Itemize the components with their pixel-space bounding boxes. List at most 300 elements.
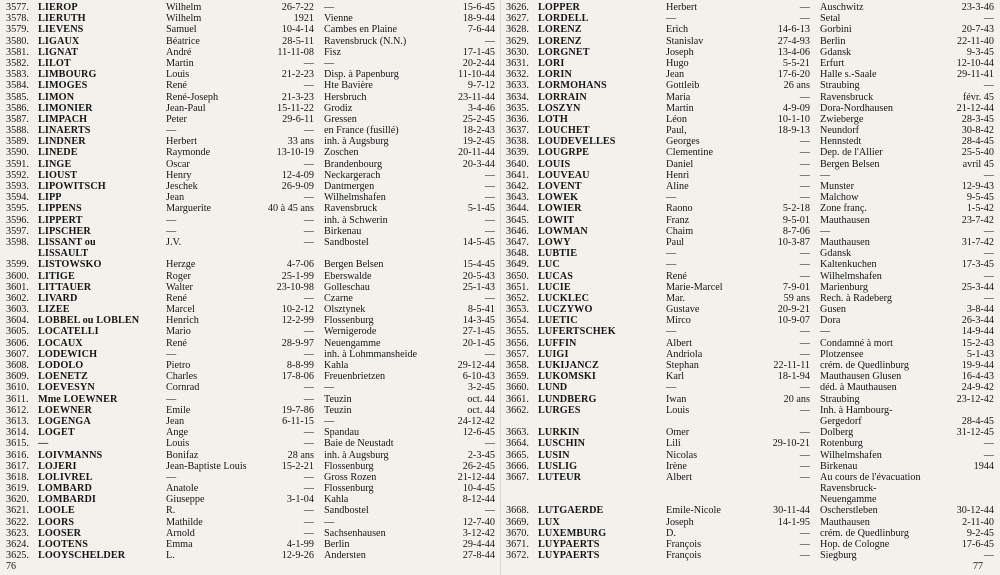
place: Kaltenkuchen	[820, 259, 877, 271]
first-name: Andriola	[666, 348, 703, 360]
place: Hop. de Cologne	[820, 539, 890, 550]
surname: LUSLIG	[538, 460, 578, 472]
death-date: févr. 45	[962, 91, 994, 103]
surname: LUFFIN	[538, 337, 577, 349]
entry-number: 3628.	[506, 24, 529, 36]
birth-date: 21-2-23	[281, 69, 314, 81]
death-date: 25-2-45	[462, 113, 495, 125]
birth-date: 5-2-18	[782, 203, 810, 215]
surname: LOWIT	[538, 214, 575, 226]
first-name: Nicolas	[666, 449, 698, 461]
register-row	[6, 282, 498, 293]
surname: LUYPAERTS	[538, 550, 600, 562]
death-date: —	[983, 80, 994, 92]
place: Rotenburg	[820, 438, 863, 450]
place: Kahla	[324, 360, 349, 371]
first-name: Ange	[166, 427, 189, 439]
surname: LIMONIER	[38, 102, 93, 114]
death-date: 9-5-45	[966, 192, 994, 204]
place: Gdansk	[820, 46, 852, 58]
surname: LITIGE	[38, 270, 75, 282]
first-name: Joseph	[666, 46, 694, 58]
register-row	[506, 226, 996, 237]
death-date: —	[484, 348, 495, 360]
death-date: 27-1-45	[462, 326, 495, 338]
birth-date: 21-3-23	[281, 91, 314, 103]
birth-date: —	[799, 471, 810, 483]
entry-number: 3661.	[506, 393, 529, 405]
entry-number: 3649.	[506, 259, 529, 271]
first-name: Pietro	[166, 360, 191, 371]
first-name: Paul	[666, 236, 685, 248]
entry-number: 3615.	[6, 438, 29, 450]
death-date: 17-1-45	[462, 46, 495, 58]
register-row	[6, 405, 498, 416]
first-name: —	[666, 13, 677, 25]
place: Dolberg	[820, 427, 854, 439]
entry-number: 3600.	[6, 270, 29, 282]
first-name: —	[666, 382, 677, 394]
place: Oscherstleben	[820, 505, 878, 517]
place: Andersten	[324, 550, 366, 562]
death-date: 5-1-43	[966, 348, 994, 360]
place: Neundorf	[820, 125, 860, 137]
birth-date: —	[799, 147, 810, 159]
death-date: —	[983, 292, 994, 304]
entry-number: 3636.	[506, 113, 529, 125]
surname: LODOLO	[38, 360, 84, 371]
surname: LOGENGA	[38, 415, 91, 427]
register-row	[6, 416, 498, 427]
death-date: 2-3-45	[467, 449, 495, 461]
birth-date: 12-9-26	[281, 550, 314, 562]
death-date: oct. 44	[467, 393, 495, 405]
register-row	[6, 505, 498, 516]
birth-date: 13-4-06	[777, 46, 810, 58]
register-row	[6, 271, 498, 282]
surname: —	[38, 438, 49, 450]
place: Straubing	[820, 393, 860, 405]
death-date: —	[484, 505, 495, 517]
death-date: —	[484, 192, 495, 204]
birth-date: 26-7-22	[281, 2, 314, 13]
first-name: —	[666, 248, 677, 260]
register-row	[6, 248, 498, 259]
register-row	[506, 293, 996, 304]
entry-number: 3578.	[6, 13, 29, 25]
register-row	[506, 517, 996, 528]
surname: LUFERTSCHEK	[538, 326, 616, 338]
first-name: Daniel	[666, 158, 694, 170]
register-row	[506, 248, 996, 259]
entry-number: 3591.	[6, 158, 29, 170]
surname: LUCIE	[538, 281, 571, 293]
death-date: 20-11-44	[458, 147, 495, 159]
surname: LUYPAERTS	[538, 539, 600, 550]
birth-date: 1921	[293, 13, 314, 25]
register-row	[6, 170, 498, 181]
entry-number: 3589.	[6, 136, 29, 148]
death-date: 31-7-42	[961, 236, 994, 248]
birth-date: 28-9-97	[281, 337, 314, 349]
death-date: 20-5-43	[462, 270, 495, 282]
death-date: 16-4-43	[961, 371, 994, 383]
register-row	[506, 405, 996, 416]
death-date: 9-2-45	[966, 527, 994, 539]
place: Sandbostel	[324, 505, 369, 517]
surname: LOUGRPE	[538, 147, 590, 159]
surname: LUCKLEC	[538, 292, 590, 304]
death-date: —	[983, 248, 994, 260]
entry-number: 3670.	[506, 527, 529, 539]
surname: LIMON	[38, 91, 75, 103]
register-row	[506, 394, 996, 405]
place: —	[324, 415, 335, 427]
surname: LORDELL	[538, 13, 589, 25]
entry-number: 3616.	[6, 449, 29, 461]
first-name: Jean-Paul	[166, 102, 206, 114]
first-name: Iwan	[666, 393, 687, 405]
register-row	[6, 103, 498, 114]
place: Rech. à Radeberg	[820, 292, 892, 304]
birth-date: —	[799, 382, 810, 394]
entry-number: 3617.	[6, 460, 29, 472]
birth-date: —	[303, 225, 314, 237]
birth-date: 29-10-21	[772, 438, 810, 450]
death-date: 20-3-44	[462, 158, 495, 170]
birth-date: 4-1-99	[286, 539, 314, 550]
first-name: Roger	[166, 270, 191, 282]
register-row	[6, 69, 498, 80]
place: Flossenburg	[324, 315, 374, 327]
entry-number: 3596.	[6, 214, 29, 226]
page-number-right: 77	[973, 561, 983, 572]
surname: LOCAUX	[38, 337, 83, 349]
entry-number: 3645.	[506, 214, 529, 226]
first-name: Léon	[666, 113, 687, 125]
first-name: Omer	[666, 427, 690, 439]
surname: LOOSER	[38, 527, 82, 539]
place: Mauthausen Glusen	[820, 371, 902, 383]
first-name: Anatole	[166, 483, 199, 495]
birth-date: —	[799, 527, 810, 539]
surname: LOVENT	[538, 181, 582, 192]
place: —	[324, 516, 335, 528]
place: Gergedorf	[820, 415, 862, 427]
death-date: 24-9-42	[961, 382, 994, 394]
surname: LOEVESYN	[38, 382, 95, 394]
birth-date: —	[303, 125, 314, 137]
surname: LOOLE	[38, 505, 75, 517]
register-row	[506, 125, 996, 136]
birth-date: —	[303, 527, 314, 539]
birth-date: 7-9-01	[782, 281, 810, 293]
death-date: 21-12-44	[956, 102, 994, 114]
place: Mauthausen	[820, 516, 870, 528]
entry-number: 3630.	[506, 46, 529, 58]
register-row	[506, 159, 996, 170]
birth-date: 30-11-44	[773, 505, 810, 517]
place: Birkenau	[820, 460, 858, 472]
place: Ravensbruck-	[820, 483, 877, 495]
place: Hersbruch	[324, 91, 367, 103]
entry-number: 3626.	[506, 2, 529, 13]
birth-date: 15-2-21	[281, 460, 314, 472]
surname: LOLIVREL	[38, 471, 93, 483]
first-name: Mathilde	[166, 516, 203, 528]
entry-number: 3635.	[506, 102, 529, 114]
entry-number: 3607.	[6, 348, 29, 360]
entry-number: 3612.	[6, 404, 29, 416]
first-name: R.	[166, 505, 176, 517]
first-name: Wilhelm	[166, 2, 202, 13]
place: Flossenburg	[324, 460, 374, 472]
entry-number: 3582.	[6, 57, 29, 69]
first-name: Louis	[666, 404, 690, 416]
first-name: Raono	[666, 203, 693, 215]
first-name: Chaim	[666, 225, 694, 237]
surname: LOUIS	[538, 158, 571, 170]
register-row	[6, 472, 498, 483]
death-date: 14-9-44	[961, 326, 994, 338]
death-date: —	[983, 225, 994, 237]
place: —	[820, 225, 831, 237]
register-row	[506, 360, 996, 371]
entry-number: 3597.	[6, 225, 29, 237]
place: —	[820, 169, 831, 181]
surname: LOMBARD	[38, 483, 92, 495]
surname: LIGNAT	[38, 46, 79, 58]
death-date: —	[484, 35, 495, 47]
entry-number: 3610.	[6, 382, 29, 394]
register-row	[506, 438, 996, 449]
birth-date: 17-8-06	[281, 371, 314, 383]
register-row	[506, 259, 996, 270]
first-name: Henri	[666, 169, 690, 181]
entry-number: 3579.	[6, 24, 29, 36]
place: Vienne	[324, 13, 353, 25]
register-row	[6, 237, 498, 248]
register-row	[506, 282, 996, 293]
register-row	[506, 47, 996, 58]
surname: LUNDBERG	[538, 393, 597, 405]
surname: LUIGI	[538, 348, 569, 360]
register-row	[6, 36, 498, 47]
first-name: —	[666, 326, 677, 338]
surname: LOCATELLI	[38, 326, 99, 338]
place: en France (fusillé)	[324, 125, 399, 137]
entry-number: 3599.	[6, 259, 29, 271]
entry-number: 3653.	[506, 304, 529, 316]
birth-date: 29-6-11	[282, 113, 314, 125]
place: Neuengamme	[324, 337, 381, 349]
surname: LOSZYN	[538, 102, 581, 114]
death-date: 26-3-44	[961, 315, 994, 327]
place: Mauthausen	[820, 236, 870, 248]
birth-date: —	[799, 550, 810, 562]
first-name: Hugo	[666, 57, 689, 69]
death-date: 5-1-45	[467, 203, 495, 215]
surname: LISSANT ou	[38, 236, 96, 248]
place: Olsztynek	[324, 304, 366, 316]
entry-number: 3631.	[506, 57, 529, 69]
place: Zone franç.	[820, 203, 867, 215]
register-row	[6, 226, 498, 237]
place: Cambes en Plaine	[324, 24, 397, 36]
death-date: 19-9-44	[961, 360, 994, 371]
birth-date: 6-11-15	[282, 415, 314, 427]
death-date: 23-11-44	[458, 91, 495, 103]
birth-date: —	[303, 236, 314, 248]
entry-number: 3632.	[506, 69, 529, 81]
death-date: 11-10-44	[458, 69, 495, 81]
birth-date: 22-11-11	[773, 360, 810, 371]
entry-number: 3640.	[506, 158, 529, 170]
surname: LUC	[538, 259, 560, 271]
birth-date: —	[799, 460, 810, 472]
first-name: Jeschek	[166, 181, 198, 192]
birth-date: —	[799, 404, 810, 416]
surname: LOWMAN	[538, 225, 588, 237]
place: Dora	[820, 315, 841, 327]
place: Auschwitz	[820, 2, 864, 13]
surname: LUKOMSKI	[538, 371, 596, 383]
death-date: 18-9-44	[462, 13, 495, 25]
first-name: Raymonde	[166, 147, 211, 159]
death-date: 15-2-43	[961, 337, 994, 349]
death-date: 14-3-45	[462, 315, 495, 327]
first-name: —	[166, 393, 177, 405]
first-name: L.	[166, 550, 175, 562]
first-name: Herbert	[666, 2, 698, 13]
birth-date: 4-9-09	[782, 102, 810, 114]
entry-number: 3659.	[506, 371, 529, 383]
register-row	[506, 237, 996, 248]
birth-date: —	[303, 348, 314, 360]
first-name: André	[166, 46, 192, 58]
first-name: —	[166, 225, 177, 237]
place: Plotzensee	[820, 348, 864, 360]
place: crém. de Quedlinburg	[820, 527, 909, 539]
first-name: D.	[666, 527, 676, 539]
entry-number: 3621.	[6, 505, 29, 517]
surname: LIPPENS	[38, 203, 82, 215]
register-row	[506, 427, 996, 438]
death-date: 17-3-45	[961, 259, 994, 271]
entry-number: 3666.	[506, 460, 529, 472]
first-name: Georges	[666, 136, 700, 148]
first-name: Arnold	[166, 527, 195, 539]
entry-number: 3644.	[506, 203, 529, 215]
birth-date: 14-1-95	[777, 516, 810, 528]
birth-date: 19-7-86	[281, 404, 314, 416]
place: Spandau	[324, 427, 360, 439]
register-row	[506, 36, 996, 47]
entry-number: 3622.	[6, 516, 29, 528]
entry-number: 3637.	[506, 125, 529, 137]
place: Sandbostel	[324, 236, 369, 248]
register-row	[506, 203, 996, 214]
surname: LIMPACH	[38, 113, 88, 125]
birth-date: 27-4-93	[777, 35, 810, 47]
place: Halle s.-Saale	[820, 69, 877, 81]
surname: LORMOHANS	[538, 80, 607, 92]
register-row	[6, 394, 498, 405]
first-name: Aline	[666, 181, 689, 192]
surname: LOOTENS	[38, 539, 88, 550]
death-date: 23-12-42	[956, 393, 994, 405]
birth-date: —	[303, 214, 314, 226]
death-date: 26-2-45	[462, 460, 495, 472]
surname: LUND	[538, 382, 568, 394]
death-date: —	[484, 438, 495, 450]
birth-date: —	[303, 438, 314, 450]
birth-date: —	[799, 136, 810, 148]
entry-number: 3581.	[6, 46, 29, 58]
entry-number: 3660.	[506, 382, 529, 394]
register-row	[6, 349, 498, 360]
register-row	[506, 58, 996, 69]
first-name: Giuseppe	[166, 494, 205, 506]
entry-number: 3614.	[6, 427, 29, 439]
birth-date: 4-7-06	[286, 259, 314, 271]
register-row	[6, 382, 498, 393]
death-date: 23-7-42	[961, 214, 994, 226]
place: Berlin	[324, 539, 350, 550]
entry-number: 3601.	[6, 281, 29, 293]
register-row	[6, 360, 498, 371]
first-name: René	[166, 80, 187, 92]
place: inh. à Schwerin	[324, 214, 388, 226]
surname: LINAERTS	[38, 125, 91, 137]
place: inh. à Lohmmansheide	[324, 348, 418, 360]
register-row	[6, 539, 498, 550]
place: Gusen	[820, 304, 847, 316]
place: Wernigerode	[324, 326, 377, 338]
register-row	[6, 494, 498, 505]
register-row	[506, 215, 996, 226]
entry-number: 3608.	[6, 360, 29, 371]
first-name: J.V.	[166, 236, 182, 248]
death-date: 30-12-44	[956, 505, 994, 517]
entry-number: 3585.	[6, 91, 29, 103]
entry-number: 3633.	[506, 80, 529, 92]
place: Hte Bavière	[324, 80, 373, 92]
register-row	[506, 147, 996, 158]
place: Teuzin	[324, 404, 352, 416]
birth-date: —	[303, 158, 314, 170]
entry-number: 3651.	[506, 281, 529, 293]
birth-date: 8-7-06	[782, 225, 810, 237]
place: Fisz	[324, 46, 341, 58]
birth-date: 33 ans	[287, 136, 314, 148]
first-name: Emile	[166, 404, 191, 416]
first-name: Clementine	[666, 147, 713, 159]
death-date: —	[983, 550, 994, 562]
death-date: 22-11-40	[957, 35, 994, 47]
death-date: —	[484, 214, 495, 226]
death-date: 29-12-44	[457, 360, 495, 371]
first-name: Mario	[166, 326, 191, 338]
place: —	[820, 326, 831, 338]
register-row	[506, 170, 996, 181]
death-date: —	[983, 449, 994, 461]
entry-number: 3595.	[6, 203, 29, 215]
death-date: 27-8-44	[462, 550, 495, 562]
birth-date: —	[303, 427, 314, 439]
death-date: 14-5-45	[462, 236, 495, 248]
death-date: 24-12-42	[457, 415, 495, 427]
